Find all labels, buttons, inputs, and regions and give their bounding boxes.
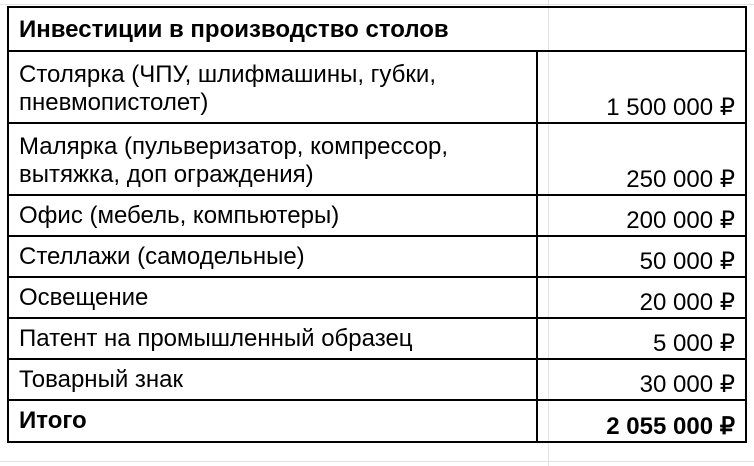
table-row <box>8 51 746 123</box>
item-amount-cell[interactable] <box>537 51 746 123</box>
item-label: Патент на промышленный образец <box>19 324 413 352</box>
table-header-row <box>8 7 746 51</box>
item-amount-cell[interactable] <box>537 195 746 236</box>
item-label-cell[interactable] <box>8 318 537 359</box>
item-label: Освещение <box>19 283 149 311</box>
item-amount: 30 000 ₽ <box>639 371 735 398</box>
item-amount-cell[interactable] <box>537 318 746 359</box>
total-label: Итого <box>19 407 87 434</box>
item-label: Товарный знак <box>19 365 183 393</box>
item-amount-cell[interactable] <box>537 277 746 318</box>
table-row <box>8 236 746 277</box>
item-amount-cell[interactable] <box>537 123 746 195</box>
item-label: Офис (мебель, компьютеры) <box>19 201 340 229</box>
table-title-cell[interactable] <box>8 7 746 51</box>
item-label-cell[interactable] <box>8 123 537 195</box>
item-amount: 50 000 ₽ <box>639 248 735 275</box>
table-title: Инвестиции в производство столов <box>19 16 449 43</box>
item-label-cell[interactable] <box>8 236 537 277</box>
table-row <box>8 195 746 236</box>
investment-table <box>7 6 747 443</box>
item-label: Столярка (ЧПУ, шлифмашины, губки, пневмопистолет) <box>19 61 436 116</box>
total-amount-cell[interactable] <box>537 400 746 442</box>
item-label-cell[interactable] <box>8 195 537 236</box>
item-amount-cell[interactable] <box>537 359 746 400</box>
gridline <box>0 461 754 462</box>
item-label-cell[interactable] <box>8 359 537 400</box>
item-label-cell[interactable] <box>8 277 537 318</box>
item-label: Стеллажи (самодельные) <box>19 242 305 270</box>
total-row <box>8 400 746 442</box>
total-amount: 2 055 000 ₽ <box>606 413 735 440</box>
table-row <box>8 359 746 400</box>
item-amount: 5 000 ₽ <box>653 330 735 357</box>
item-amount: 20 000 ₽ <box>639 289 735 316</box>
table-row <box>8 123 746 195</box>
item-amount-cell[interactable] <box>537 236 746 277</box>
table-row <box>8 318 746 359</box>
item-amount: 1 500 000 ₽ <box>606 94 735 121</box>
item-label: Малярка (пульверизатор, компрессор, вытяжка, доп ограждения) <box>19 133 449 188</box>
table-row <box>8 277 746 318</box>
gridline <box>0 4 754 5</box>
item-amount: 200 000 ₽ <box>626 207 735 234</box>
item-label-cell[interactable] <box>8 51 537 123</box>
item-amount: 250 000 ₽ <box>626 166 735 193</box>
total-label-cell[interactable] <box>8 400 537 442</box>
